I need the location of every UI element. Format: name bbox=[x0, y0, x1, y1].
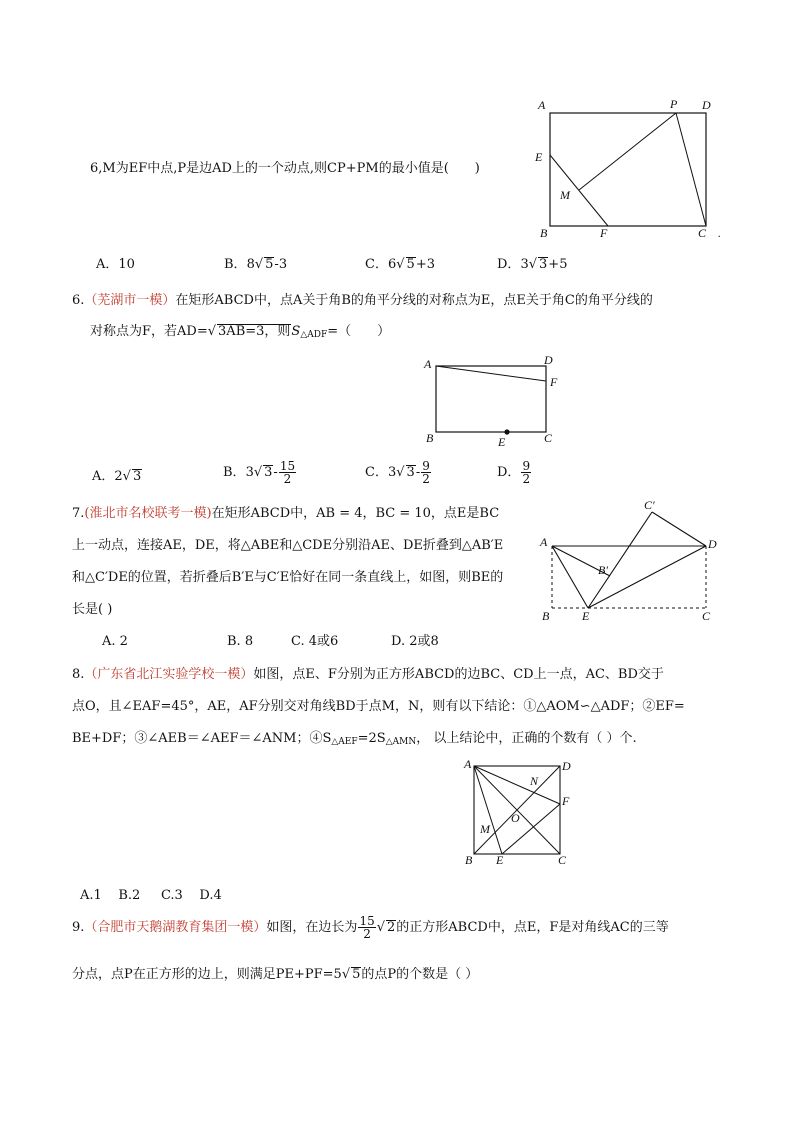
q8-label-n: N bbox=[530, 774, 539, 788]
q6a-segment-ef bbox=[550, 155, 608, 226]
q7-segment-cpd bbox=[652, 512, 706, 546]
q8-label-e: E bbox=[496, 853, 504, 867]
q6b-option-d: D． $\frac{9}{2}$ bbox=[497, 459, 531, 486]
q7-label-d: D bbox=[708, 537, 717, 551]
q8-label-o: O bbox=[511, 811, 520, 825]
q7-line1: 7.(淮北市名校联考一模)在矩形ABCD中，AB = 4，BC = 10，点E是BC bbox=[72, 506, 500, 521]
q6a-label-f: F bbox=[600, 226, 608, 240]
q6a-option-b: B．8√ 5-3 bbox=[224, 257, 288, 272]
q6b-label-b: B bbox=[426, 431, 434, 445]
q8-line2: 点O，且∠EAF=45°，AE，AF分别交对角线BD于点M，N，则有以下结论：①△AOM∽△ADF；②EF= bbox=[72, 699, 685, 714]
q6a-label-m: M bbox=[560, 188, 570, 202]
q7-line2: 上一动点，连接AE，DE，将△ABE和△CDE分别沿AE、DE折叠到△AB′E bbox=[72, 538, 504, 553]
q8-label-b: B bbox=[465, 853, 473, 867]
q6a-segment-pc bbox=[676, 113, 706, 226]
q8-label-d: D bbox=[562, 759, 571, 773]
q7-line4: 长是( ) bbox=[72, 602, 113, 617]
q7-line3: 和△C′DE的位置，若折叠后B′E与C′E恰好在同一条直线上，如图，则BE的 bbox=[72, 570, 504, 585]
q7-label-b: B bbox=[542, 609, 550, 623]
q6a-label-c: C bbox=[698, 226, 707, 240]
q7-label-e: E bbox=[582, 609, 590, 623]
q6a-label-e: E bbox=[535, 150, 543, 164]
q7-option-b: B. 8 bbox=[227, 634, 254, 649]
q8-line1: 8.（广东省北江实验学校一模）如图，点E、F分别为正方形ABCD的边BC、CD上一点，AC、BD交于 bbox=[72, 667, 664, 682]
q7-label-bp: B′ bbox=[598, 563, 608, 577]
q6b-label-e: E bbox=[498, 435, 506, 449]
q6b-label-d: D bbox=[544, 353, 553, 367]
q6b-label-a: A bbox=[424, 357, 432, 371]
q6b-option-a: A．2√ 3 bbox=[92, 469, 142, 484]
q6a-label-b: B bbox=[540, 226, 548, 240]
q6b-figure bbox=[420, 350, 570, 450]
q7-label-a: A bbox=[540, 535, 548, 549]
q8-label-c: C bbox=[558, 853, 567, 867]
q6b-label-f: F bbox=[550, 375, 558, 389]
q6a-option-a: A．10 bbox=[96, 257, 135, 272]
q8-label-a: A bbox=[464, 757, 472, 771]
q6b-option-c: C．3√ 3- $\frac{9}{2}$ bbox=[365, 459, 430, 486]
q8-label-f: F bbox=[562, 794, 570, 808]
q6b-label-c: C bbox=[544, 431, 553, 445]
q8-segment-af bbox=[474, 766, 560, 804]
q6a-label-p: P bbox=[670, 97, 678, 111]
q6a-rectangle bbox=[550, 113, 706, 226]
q6a-label-a: A bbox=[538, 98, 546, 112]
q7-option-d: D. 2或8 bbox=[391, 634, 439, 649]
q9-line1: 9.（合肥市天鹅湖教育集团一模）如图，在边长为 $\frac{15}{2}$ √ 2的正方形ABCD中，点E，F是对角线AC的三等 bbox=[72, 914, 669, 941]
q6b-segment-af bbox=[436, 366, 546, 381]
q7-option-a: A. 2 bbox=[102, 634, 128, 649]
q6a-prompt: 6,M为EF中点,P是边AD上的一个动点,则CP+PM的最小值是( ) bbox=[90, 161, 480, 176]
q6b-rectangle bbox=[436, 366, 546, 432]
q6a-option-d: D．3√ 3+5 bbox=[497, 257, 568, 272]
q6a-segment-mp bbox=[579, 113, 676, 190]
q8-label-m: M bbox=[480, 822, 490, 836]
q6a-option-c: C．6√ 5+3 bbox=[365, 257, 435, 272]
q7-label-cp: C′ bbox=[644, 498, 655, 512]
q7-option-c: C. 4或6 bbox=[291, 634, 339, 649]
q7-figure bbox=[536, 496, 732, 626]
q9-line2: 分点，点P在正方形的边上，则满足PE+PF=5√ 5的点P的个数是（ ） bbox=[72, 967, 479, 982]
q8-figure bbox=[458, 755, 578, 867]
q6a-figure bbox=[530, 95, 730, 245]
q8-options: A.1 B.2 C.3 D.4 bbox=[80, 888, 222, 903]
q6b-line2: 对称点为F，若AD=√ 3AB=3，则$S_{\triangle ADF}=$（ ） bbox=[90, 324, 391, 340]
q6b-point-e bbox=[504, 429, 509, 434]
q6a-label-d: D bbox=[702, 98, 711, 112]
q7-segment-ed bbox=[588, 546, 706, 608]
q8-line3: BE+DF；③∠AEB＝∠AEF＝∠ANM；$④S_{\triangle AEF}=2S_{\triangle AMN}$， 以上结论中，正确的个数有（ ）个. bbox=[72, 731, 637, 747]
q7-label-c: C bbox=[702, 609, 711, 623]
q6b-line1: 6.（芜湖市一模）在矩形ABCD中，点A关于角B的角平分线的对称点为E，点E关于角C的角平分线的 bbox=[72, 293, 653, 308]
q6a-label-dot: . bbox=[718, 226, 721, 240]
q7-segment-ecp bbox=[588, 512, 652, 608]
q6b-option-b: B．3√ 3- $\frac{15}{2}$ bbox=[223, 459, 296, 486]
q8-segment-ae bbox=[474, 766, 502, 854]
